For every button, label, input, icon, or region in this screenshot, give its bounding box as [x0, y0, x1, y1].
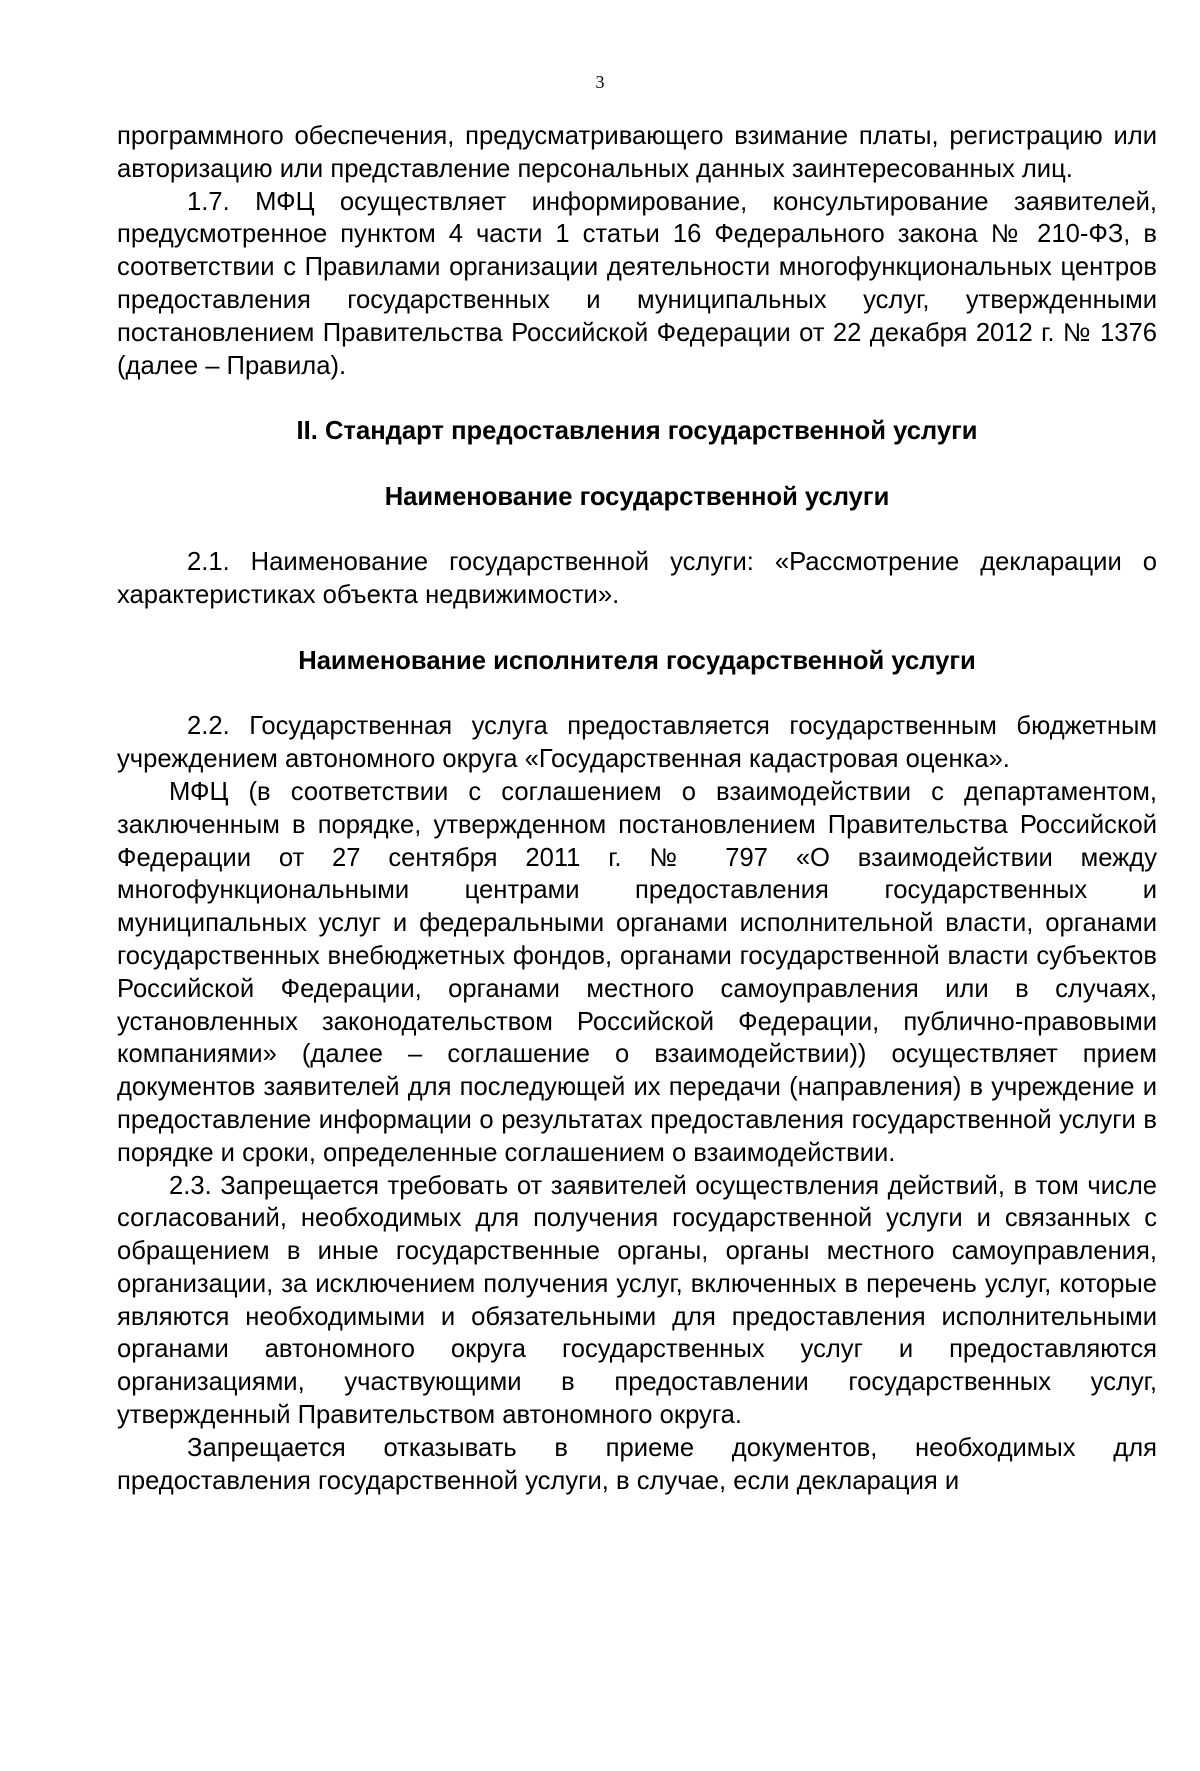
paragraph-mfc: МФЦ (в соответствии с соглашением о взаимодействии с департаментом, заключенным в порядке, утвержденном постановлением Правительства Российской Федерации от 27 сентября 2011 г. № 797 «О взаимодействии между многофункциональными центрами предоставления государственных и муниципальных услуг и федеральными органами исполнительной власти, органами государственных внебюджетных фондов, органами государственной власти субъектов Российской Федерации, органами местного самоуправления или в случаях, установленных законодательством Российской Федерации, публично-правовыми компаниями» (далее – соглашение о взаимодействии)) осуществляет прием документов заявителей для последующей их передачи (направления) в учреждение и предоставление информации о результатах предоставления государственной услуги в порядке и сроки, определенные соглашением о взаимодействии. [117, 777, 1157, 1167]
section-title: II. Стандарт предоставления государственной услуги [296, 417, 978, 446]
paragraph-2-3: 2.3. Запрещается требовать от заявителей осуществления действий, в том числе согласований, необходимых для получения государственной услуги и связанных с обращением в иные государственные органы, органы местного самоуправления, организации, за исключением получения услуг, включенных в перечень услуг, которые являются необходимыми и обязательными для предоставления исполнительными органами автономного округа государственных услуг и предоставляются организациями, участвующими в предоставлении государственных услуг, утвержденный Правительством автономного округа. [117, 1171, 1157, 1430]
paragraph-continuation: программного обеспечения, предусматривающего взимание платы, регистрацию или авторизацию или представление персональных данных заинтересованных лиц. [117, 122, 1157, 183]
heading-service-name: Наименование государственной услуги [384, 482, 890, 511]
paragraph-prohibition: Запрещается отказывать в приеме документов, необходимых для предоставления государственной услуги, в случае, если декларация и [117, 1433, 1157, 1495]
paragraph-2-1: 2.1. Наименование государственной услуги: «Рассмотрение декларации о характеристиках объекта недвижимости». [117, 548, 1157, 610]
paragraph-2-2: 2.2. Государственная услуга предоставляется государственным бюджетным учреждением автономного округа «Государственная кадастровая оценка». [117, 712, 1157, 774]
document-body [117, 120, 1157, 1497]
page-number: 3 [595, 72, 605, 92]
heading-service-executor: Наименование исполнителя государственной услуги [298, 646, 976, 675]
paragraph-1-7: 1.7. МФЦ осуществляет информирование, консультирование заявителей, предусмотренное пунктом 4 части 1 статьи 16 Федерального закона № 210-ФЗ, в соответствии с Правилами организации деятельности многофункциональных центров предоставления государственных и муниципальных услуг, утвержденными постановлением Правительства Российской Федерации от 22 декабря 2012 г. № 1376 (далее – Правила). [117, 187, 1157, 380]
